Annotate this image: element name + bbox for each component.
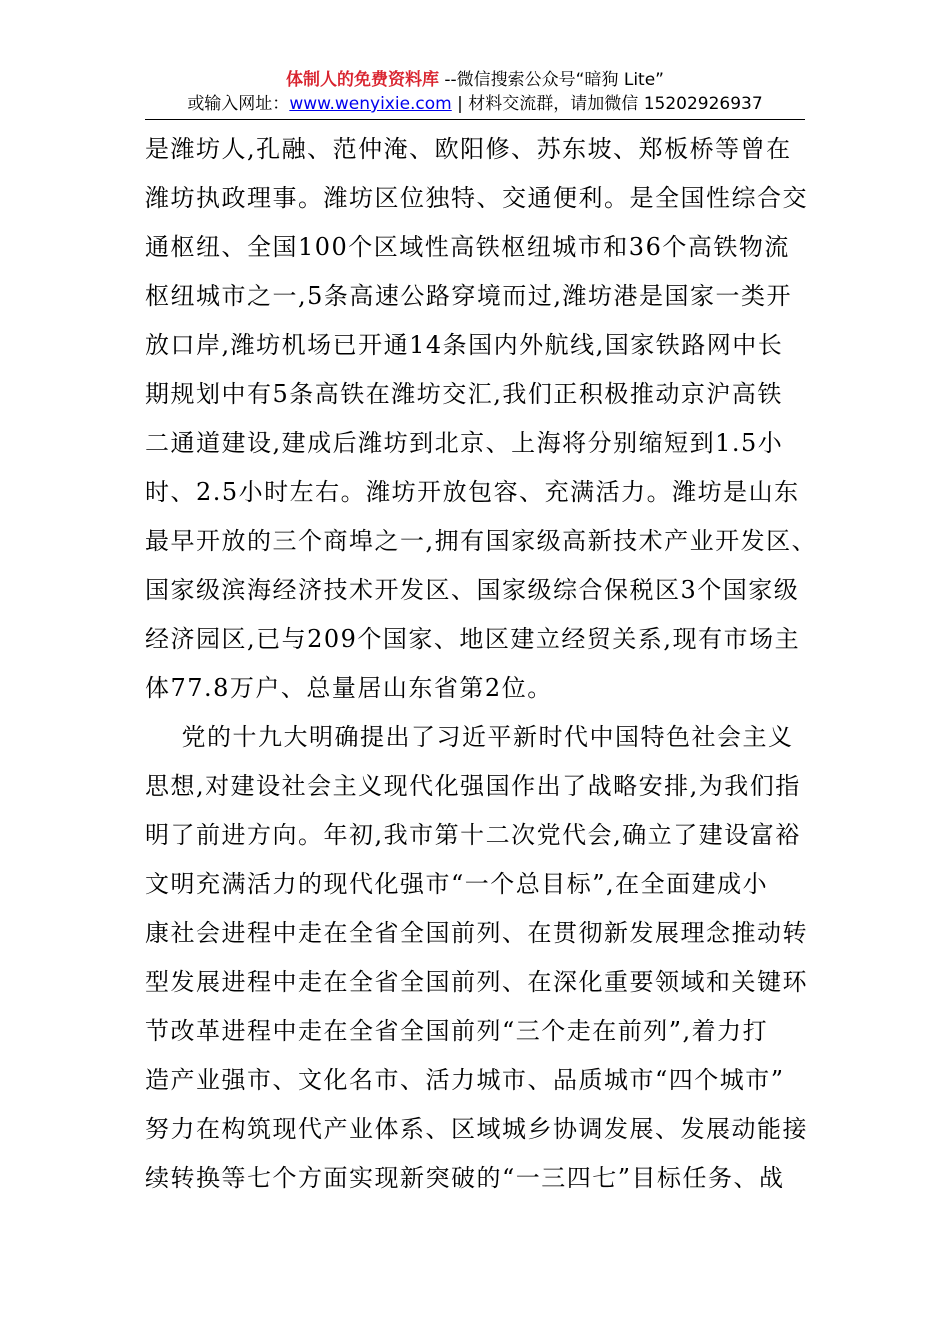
header-contact: 材料交流群，请加微信 15202926937 [468,94,763,114]
header-url-prefix: 或输入网址： [187,94,290,114]
header-promo-line [0,68,950,92]
page-header [0,68,950,116]
header-contact-line [0,92,950,116]
paragraph-1 [145,125,818,713]
header-divider [145,119,805,120]
text-line: 潍坊执政理事。潍坊区位独特、交通便利。是全国性综合交 [145,184,808,212]
text-line: 通枢纽、全国100个区域性高铁枢纽城市和36个高铁物流 [145,233,790,261]
text-line: 二通道建设,建成后潍坊到北京、上海将分别缩短到1.5小 [145,429,784,457]
text-line: 经济园区,已与209个国家、地区建立经贸关系,现有市场主 [145,625,801,653]
document-body [145,125,818,1203]
text-line: 枢纽城市之一,5条高速公路穿境而过,潍坊港是国家一类开 [145,282,793,310]
text-line: 时、2.5小时左右。潍坊开放包容、充满活力。潍坊是山东 [145,478,800,506]
text-line: 续转换等七个方面实现新突破的“一三四七”目标任务、战 [145,1164,785,1192]
text-line: 明了前进方向。年初,我市第十二次党代会,确立了建设富裕 [145,821,801,849]
header-url-link[interactable]: www.wenyixie.com [289,94,452,114]
text-line: 型发展进程中走在全省全国前列、在深化重要领域和关键环 [145,968,808,996]
text-line: 体77.8万户、总量居山东省第2位。 [145,674,553,702]
text-line: 节改革进程中走在全省全国前列“三个走在前列”,着力打 [145,1017,769,1045]
text-line: 期规划中有5条高铁在潍坊交汇,我们正积极推动京沪高铁 [145,380,783,408]
header-brand: 体制人的免费资料库 [285,70,439,90]
header-wechat-note: --微信搜索公众号“暗狗 Lite” [438,70,664,90]
paragraph-2 [145,713,813,1203]
text-line: 康社会进程中走在全省全国前列、在贯彻新发展理念推动转 [145,919,808,947]
text-line: 造产业强市、文化名市、活力城市、品质城市“四个城市” [145,1066,785,1094]
text-line: 是潍坊人,孔融、范仲淹、欧阳修、苏东坡、郑板桥等曾在 [145,135,792,163]
text-line: 国家级滨海经济技术开发区、国家级综合保税区3个国家级 [145,576,800,604]
text-line: 放口岸,潍坊机场已开通14条国内外航线,国家铁路网中长 [145,331,784,359]
text-line: 最早开放的三个商埠之一,拥有国家级高新技术产业开发区、 [145,527,818,555]
header-separator: | [451,94,469,114]
text-line: 努力在构筑现代产业体系、区域城乡协调发展、发展动能接 [145,1115,808,1143]
text-line: 文明充满活力的现代化强市“一个总目标”,在全面建成小 [145,870,769,898]
text-line: 党的十九大明确提出了习近平新时代中国特色社会主义 [145,723,794,751]
text-line: 思想,对建设社会主义现代化强国作出了战略安排,为我们指 [145,772,801,800]
